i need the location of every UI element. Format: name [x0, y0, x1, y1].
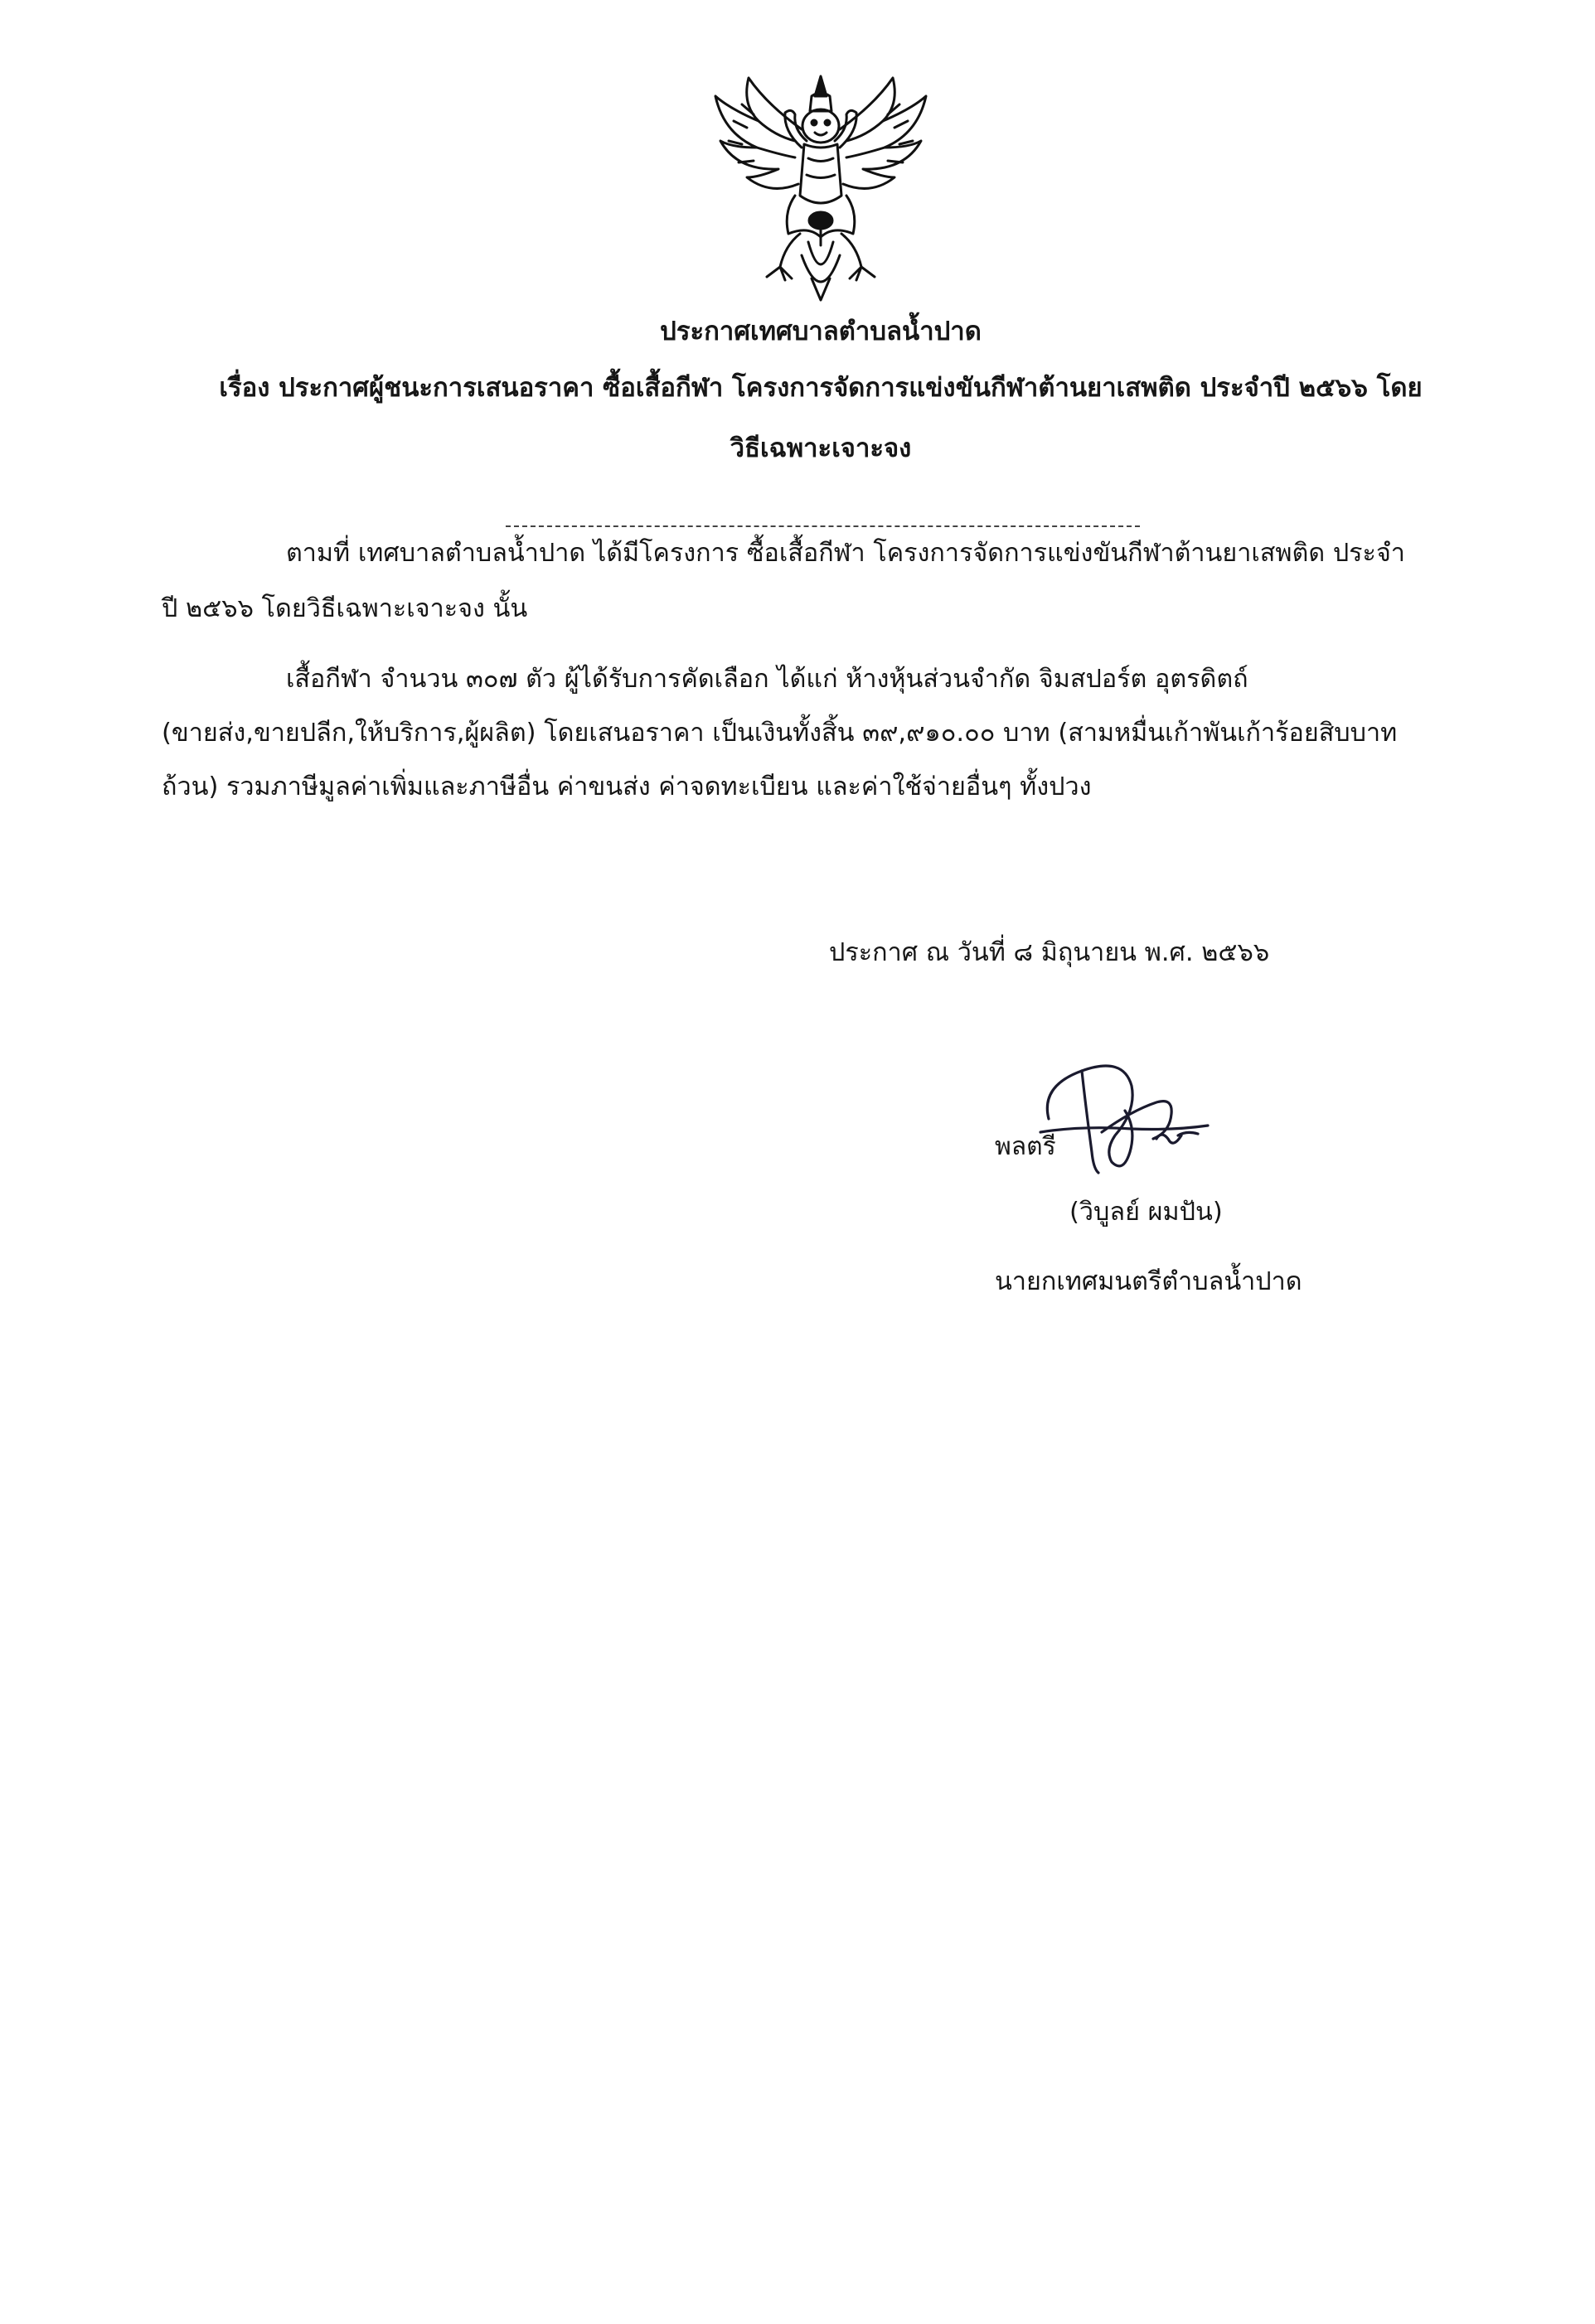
signer-rank: พลตรี	[995, 1132, 1056, 1161]
paragraph-2-line-3: ถ้วน) รวมภาษีมูลค่าเพิ่มและภาษีอื่น ค่าขนส่ง ค่าจดทะเบียน และค่าใช้จ่ายอื่นๆ ทั้งปวง	[162, 772, 1092, 801]
title-text: ประกาศเทศบาลตำบลน้ำปาด	[660, 317, 982, 346]
subject-line-2: วิธีเฉพาะเจาะจง	[730, 433, 912, 463]
paragraph-2-line-1: เสื้อกีฬา จำนวน ๓๐๗ ตัว ผู้ได้รับการคัดเลือก ได้แก่ ห้างหุ้นส่วนจำกัด จิมสปอร์ต อุตรดิตถ์	[286, 665, 1248, 694]
paragraph-1-line-1: ตามที่ เทศบาลตำบลน้ำปาด ได้มีโครงการ ซื้อเสื้อกีฬา โครงการจัดการแข่งขันกีฬาต้านยาเสพติด ประจำ	[286, 539, 1405, 568]
announcement-subject	[149, 355, 1492, 479]
signer-position: นายกเทศมนตรีตำบลน้ำปาด	[995, 1267, 1302, 1296]
paragraph-2-line-2: (ขายส่ง,ขายปลีก,ให้บริการ,ผู้ผลิต) โดยเสนอราคา เป็นเงินทั้งสิ้น ๓๙,๙๑๐.๐๐ บาท (สามหมื่นเก้าพันเก้าร้อยสิบบาท	[162, 719, 1398, 748]
announcement-date: ประกาศ ณ วันที่ ๘ มิถุนายน พ.ศ. ๒๕๖๖	[829, 938, 1270, 967]
garuda-emblem-icon	[709, 71, 933, 312]
divider	[506, 525, 1140, 527]
subject-line-1: เรื่อง ประกาศผู้ชนะการเสนอราคา ซื้อเสื้อกีฬา โครงการจัดการแข่งขันกีฬาต้านยาเสพติด ประจำปี ๒๕๖๖ โดย	[219, 372, 1423, 403]
announcement-title	[149, 319, 1492, 356]
paragraph-1-line-2: ปี ๒๕๖๖ โดยวิธีเฉพาะเจาะจง นั้น	[162, 594, 528, 623]
handwritten-signature	[1032, 1053, 1214, 1181]
signer-name: (วิบูลย์ ผมปัน)	[1069, 1198, 1223, 1227]
